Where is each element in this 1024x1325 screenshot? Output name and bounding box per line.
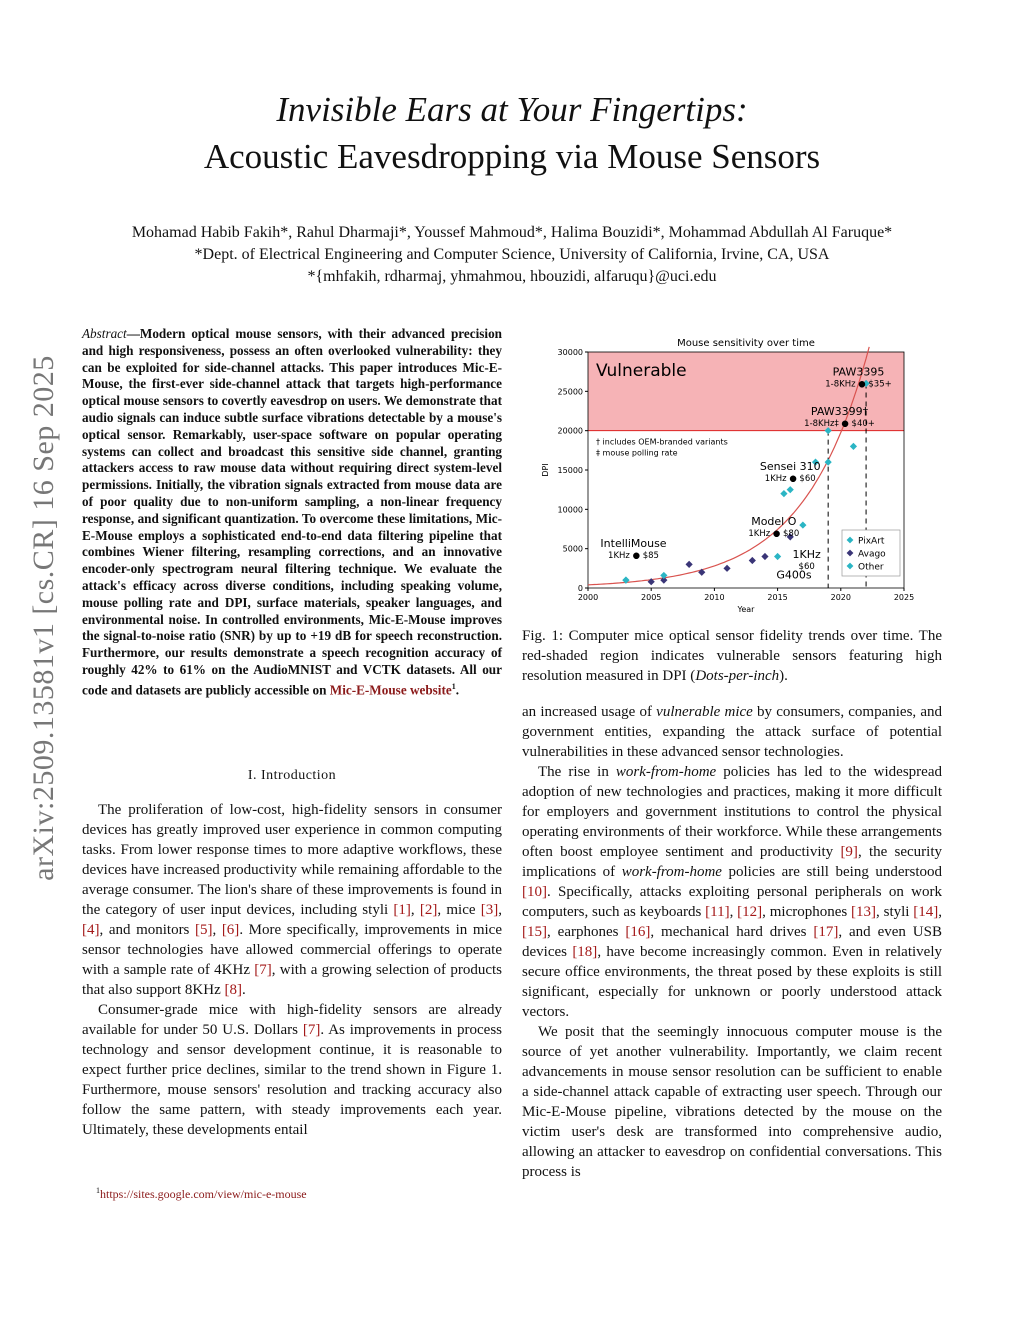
x-tick-label: 2000 <box>577 593 599 602</box>
abstract-lead: Abstract <box>82 326 127 341</box>
citation[interactable]: [2] <box>419 902 438 918</box>
citation[interactable]: [11] <box>705 904 730 920</box>
chart-note: † includes OEM-branded variants <box>596 437 728 447</box>
x-tick-label: 2020 <box>830 593 851 602</box>
chart-note: ‡ mouse polling rate <box>596 448 678 458</box>
citation[interactable]: [13] <box>851 904 877 920</box>
y-axis-label: DPI <box>541 463 550 477</box>
y-tick-label: 10000 <box>557 505 583 515</box>
citation[interactable]: [15] <box>522 924 547 940</box>
authors-block <box>60 222 964 288</box>
author-affiliation: *Dept. of Electrical Engineering and Computer Science, University of California, Irvine, CA, USA <box>194 246 830 263</box>
data-point-other <box>774 553 781 560</box>
y-tick-label: 5000 <box>562 544 583 554</box>
data-point-avago <box>749 557 756 564</box>
x-tick-label: 2025 <box>893 593 915 602</box>
data-point-avago <box>686 561 693 568</box>
data-point-pixart <box>780 490 787 497</box>
footnote <box>96 1186 307 1202</box>
annotation-label: Sensei 310 <box>759 460 821 473</box>
annotation-sub: 1KHz ● $60 <box>764 474 816 484</box>
y-tick-label: 0 <box>577 584 583 593</box>
citation[interactable]: [1] <box>393 902 411 918</box>
chart-title: Mouse sensitivity over time <box>677 338 815 349</box>
intro-paragraph-1: The proliferation of low-cost, high-fidelity sensors in consumer devices has greatly improved user experience in common computing tasks. From lower response times to more adaptive workflows, these devices have increased productivity while remaining affordable to the average consumer. The lion's share of these improvements is found in the category of user input devices, including styli [1], [2], mice [3], [4], and monitors [5], [6]. More specifically, improvements in mice sensor technologies have allowed commercial offerings to operate with a sample rate of 4KHz [7], with a growing selection of products that also support 8KHz [8]. <box>82 802 502 998</box>
data-point-avago <box>698 569 705 576</box>
annotation-sub: 1-8KHz‡ ● $40+ <box>804 418 875 429</box>
y-tick-label: 15000 <box>557 466 583 475</box>
arxiv-id-text: arXiv:2509.13581v1 [cs.CR] 16 Sep 2025 <box>27 355 60 881</box>
annotation-sub: 1KHz ● $85 <box>608 551 659 562</box>
sensitivity-chart-svg <box>540 334 940 622</box>
citation[interactable]: [12] <box>737 904 763 920</box>
x-tick-label: 2010 <box>704 593 725 602</box>
data-point-avago <box>723 565 730 572</box>
abstract-end: . <box>455 682 460 698</box>
citation[interactable]: [17] <box>813 924 839 940</box>
x-axis-label: Year <box>737 605 755 614</box>
annotation-sub: 1-8KHz ● $35+ <box>825 379 892 390</box>
footnote-number: 1 <box>96 1186 100 1195</box>
figure-caption: Fig. 1: Computer mice optical sensor fidelity trends over time. The red-shaded region indicates vulnerable sensors featuring high resolution measured in DPI (Dots-per-inch). <box>522 628 942 684</box>
x-tick-label: 2005 <box>641 593 662 602</box>
intro-paragraph-2: Consumer-grade mice with high-fidelity sensors are already available for under 50 U.S. Dollars [7]. As improvements in process technology and sensor development continue, it is reasonable to expect further price declines, similar to the trend shown in Figure 1. Furthermore, mouse sensors' resolution and tracking accuracy also follow the same pattern, with steady improvements each year. Ultimately, these developments entail <box>82 1002 502 1138</box>
annotation-label: G400s <box>776 568 812 582</box>
citation[interactable]: [7] <box>254 962 272 978</box>
citation[interactable]: [5] <box>194 922 213 938</box>
arxiv-identifier <box>0 0 90 1325</box>
figure-1-chart <box>540 334 940 622</box>
legend-label: Other <box>858 562 884 573</box>
right-paragraph-3: We posit that the seemingly innocuous computer mouse is the source of yet another vulnerability. Importantly, we claim recent advancements in mouse sensor resolution can be sufficient to enable a side-channel attack capable of extracting user speech. Through our Mic-E-Mouse pipeline, vibrations detected by the mouse on the victim user's desk are transformed into comprehensive audio, allowing an attacker to eavesdrop on confidential conversations. This process is <box>522 1024 942 1180</box>
citation[interactable]: [14] <box>913 904 939 920</box>
author-names: Mohamad Habib Fakih*, Rahul Dharmaji*, Youssef Mahmoud*, Halima Bouzidi*, Mohammad Abdullah Al Faruque* <box>131 224 893 241</box>
legend-label: Avago <box>858 549 886 560</box>
right-paragraph-1: an increased usage of vulnerable mice by consumers, companies, and government entities, expanding the attack surface of potential vulnerabilities in these advanced sensor technologies. <box>522 704 943 760</box>
annotation-label: Model O <box>751 515 797 529</box>
legend-label: PixArt <box>858 536 885 547</box>
data-point-pixart <box>799 521 806 528</box>
citation[interactable]: [3] <box>480 902 499 918</box>
y-tick-label: 20000 <box>557 426 583 436</box>
y-tick-label: 25000 <box>557 387 583 397</box>
title-line-2: Acoustic Eavesdropping via Mouse Sensors <box>203 137 821 176</box>
annotation-label: IntelliMouse <box>600 537 667 551</box>
citation[interactable]: [9] <box>840 844 858 860</box>
annotation-sub: $60 <box>798 562 815 573</box>
data-point-pixart <box>850 443 857 450</box>
annotation-label: 1KHz <box>792 548 821 562</box>
x-tick-label: 2015 <box>767 593 788 602</box>
citation[interactable]: [8] <box>224 982 242 998</box>
annotation-label: PAW3399† <box>810 404 869 418</box>
citation[interactable]: [7] <box>302 1022 321 1038</box>
annotation-sub: 1KHz ● $80 <box>748 529 800 540</box>
abstract-body: —Modern optical mouse sensors, with their advanced precision and high responsiveness, possess an often overlooked vulnerability: they can be exploited for side-channel attacks. This paper introduces Mic-E-Mouse, the first-ever side-channel attack that targets high-performance optical mouse sensors to covertly eavesdrop on users. We demonstrate that audio signals can induce subtle surface vibrations detectable by a mouse's optical sensor. Remarkably, user-space software on popular operating systems can collect and broadcast this sensitive side channel, granting attackers access to raw mouse data without requiring direct system-level permissions. Initially, the vibration signals extracted from mouse data are of poor quality due to non-uniform sampling, a non-linear frequency response, and significant quantization. To overcome these limitations, Mic-E-Mouse employs a sophisticated end-to-end data filtering pipeline that combines Wiener filtering, resampling corrections, and an innovative encoder-only spectrogram neural filtering technique. We evaluate the attack's efficacy across diverse conditions, including speaking volume, mouse polling rate and DPI, surface materials, speaker languages, and environmental noise. In controlled environments, Mic-E-Mouse improves the signal-to-noise ratio (SNR) by up to +19 dB for speech reconstruction. Furthermore, our results demonstrate a speech recognition accuracy of roughly 42% to 61% on the AudioMNIST and VCTK datasets. All our code and datasets are publicly accessible on <box>82 326 502 698</box>
citation[interactable]: [16] <box>625 924 651 940</box>
citation[interactable]: [6] <box>221 922 240 938</box>
paper-title <box>100 0 924 190</box>
author-emails: *{mhfakih, rdharmaj, yhmahmou, hbouzidi, alfaruqu}@uci.edu <box>307 268 717 285</box>
citation[interactable]: [10] <box>522 884 547 900</box>
abstract <box>82 326 502 699</box>
data-point-other <box>787 486 794 493</box>
footnote-url[interactable]: https://sites.google.com/view/mic-e-mouse <box>100 1187 307 1201</box>
section-heading-introduction: I. Introduction <box>247 768 337 783</box>
left-column-body <box>82 800 502 1140</box>
data-point-avago <box>761 553 768 560</box>
footnote-mark: 1 <box>451 681 456 691</box>
annotation-label: PAW3395 <box>832 365 885 379</box>
vulnerable-label: Vulnerable <box>596 361 687 381</box>
y-tick-label: 30000 <box>557 348 583 357</box>
right-paragraph-2: The rise in work-from-home policies has led to the widespread adoption of new technologies and practices, making it more difficult for employers and government institutions to control the physical operating environments of their workforce. While these arrangements often boost employee sentiment and productivity [9], the security implications of work-from-home policies are still being understood [10]. Specifically, attacks exploiting personal peripherals on work computers, such as keyboards [11], [12], microphones [13], styli [14], [15], earphones [16], mechanical hard drives [17], and even USB devices [18], have become increasingly common. Even in relatively secure office environments, the threat posed by these exploits is still significant, especially for unknown or poorly understood attack vectors. <box>522 764 943 1020</box>
citation[interactable]: [4] <box>82 922 100 938</box>
right-column-body <box>522 702 942 1182</box>
title-line-1: Invisible Ears at Your Fingertips: <box>276 90 748 129</box>
website-link[interactable]: Mic-E-Mouse website <box>329 682 452 698</box>
citation[interactable]: [18] <box>572 944 598 960</box>
